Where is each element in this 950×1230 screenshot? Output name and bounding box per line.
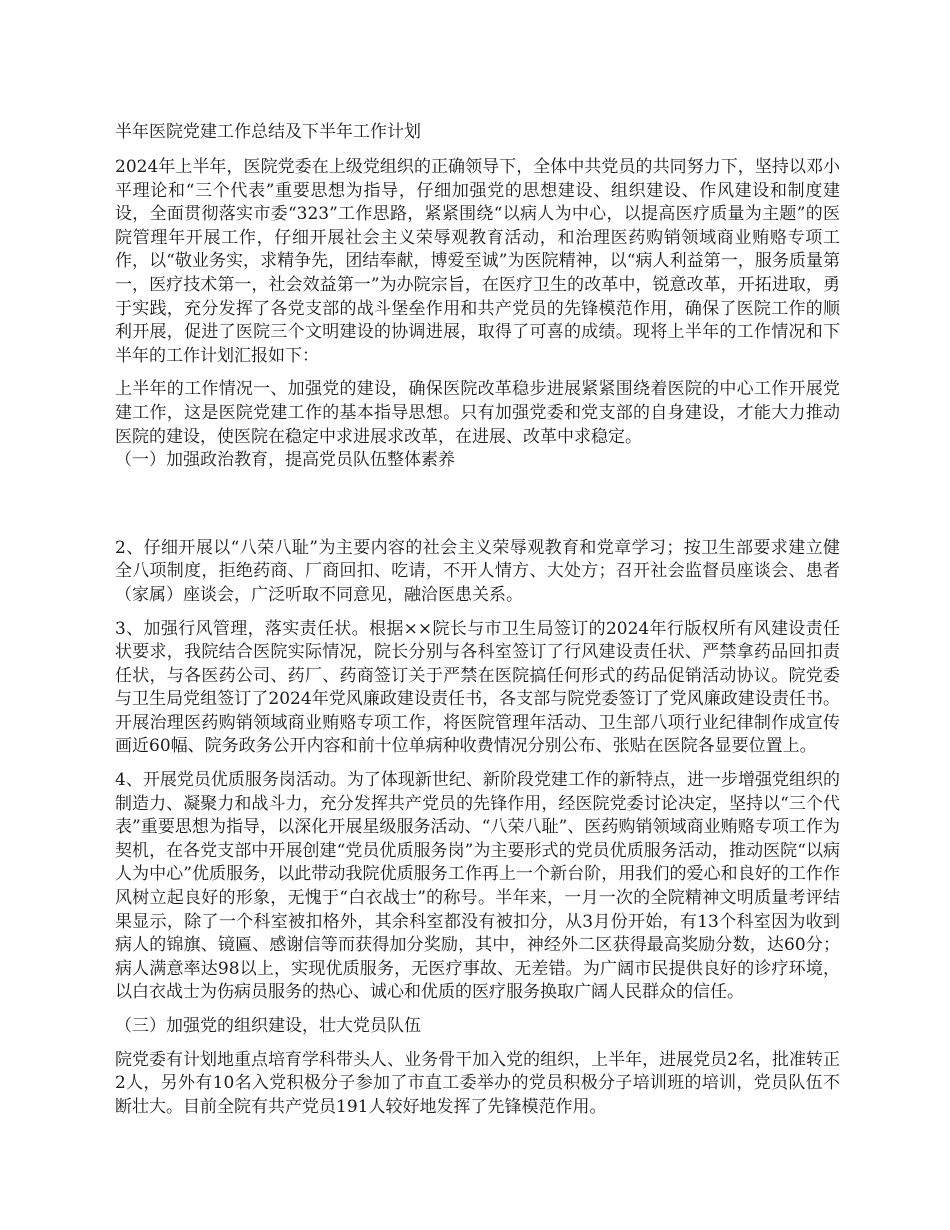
document-page xyxy=(115,118,840,1129)
paragraph-item-3: 3、加强行风管理，落实责任状。根据××院长与市卫生局签订的2024年行版权所有风建设责任状要求，我院结合医院实际情况，院长分别与各科室签订了行风建设责任状、严禁拿药品回扣责任状，与各医药公司、药厂、药商签订关于严禁在医院搞任何形式的药品促销活动协议。院党委与卫生局党组签订了2024年党风廉政建设责任书，各支部与院党委签订了党风廉政建设责任书。开展治理医药购销领域商业贿赂专项工作，将医院管理年活动、卫生部八项行业纪律制作成宣传画近60幅、院务政务公开内容和前十位单病种收费情况分别公布、张贴在医院各显要位置上。 xyxy=(115,618,840,757)
paragraph-item-4: 4、开展党员优质服务岗活动。为了体现新世纪、新阶段党建工作的新特点，进一步增强党组织的制造力、凝聚力和战斗力，充分发挥共产党员的先锋作用，经医院党委讨论决定，坚持以“三个代表”重要思想为指导，以深化开展星级服务活动、“八荣八耻”、医药购销领域商业贿赂专项工作为契机，在各党支部中开展创建“党员优质服务岗”为主要形式的党员优质服务活动，推动医院“以病人为中心”优质服务，以此带动我院优质服务工作再上一个新台阶，用我们的爱心和良好的工作作风树立起良好的形象，无愧于“白衣战士”的称号。半年来，一月一次的全院精神文明质量考评结果显示，除了一个科室被扣格外，其余科室都没有被扣分，从3月份开始，有13个科室因为收到病人的锦旗、镜匾、感谢信等而获得加分奖励，其中，神经外二区获得最高奖励分数，达60分；病人满意率达98以上，实现优质服务，无医疗事故、无差错。为广阔市民提供良好的诊疗环境，以白衣战士为伤病员服务的热心、诚心和优质的医疗服务换取广阔人民群众的信任。 xyxy=(115,770,840,1003)
blank-gap xyxy=(115,483,840,537)
document-title: 半年医院党建工作总结及下半年工作计划 xyxy=(115,122,421,142)
paragraph-party-members: 院党委有计划地重点培育学科带头人、业务骨干加入党的组织，上半年，进展党员2名，批准转正2人，另外有10名入党积极分子参加了市直工委举办的党员积极分子培训班的培训，党员队伍不断壮大。目前全院有共产党员191人较好地发挥了先锋模范作用。 xyxy=(115,1049,840,1117)
subheading-organization: （三）加强党的组织建设，壮大党员队伍 xyxy=(115,1016,421,1036)
paragraph-section-one: 上半年的工作情况一、加强党的建设，确保医院改革稳步进展紧紧围绕着医院的中心工作开展党建工作，这是医院党建工作的基本指导思想。只有加强党委和党支部的自身建设，才能大力推动医院的建设，使医院在稳定中求进展求改革，在进展、改革中求稳定。 xyxy=(115,379,840,447)
subheading-political-education: （一）加强政治教育，提高党员队伍整体素养 xyxy=(115,450,455,471)
paragraph-item-2: 2、仔细开展以“八荣八耻”为主要内容的社会主义荣辱观教育和党章学习；按卫生部要求建立健全八项制度，拒绝药商、厂商回扣、吃请，不开人情方、大处方；召开社会监督员座谈会、患者（家属）座谈会，广泛听取不同意见，融洽医患关系。 xyxy=(115,537,840,605)
paragraph-intro: 2024年上半年，医院党委在上级党组织的正确领导下，全体中共党员的共同努力下，坚持以邓小平理论和“三个代表”重要思想为指导，仔细加强党的思想建设、组织建设、作风建设和制度建设，全面贯彻落实市委“323”工作思路，紧紧围绕“以病人为中心，以提高医疗质量为主题”的医院管理年开展工作，仔细开展社会主义荣辱观教育活动，和治理医药购销领域商业贿赂专项工作，以“敬业务实，求精争先，团结奉献，博爱至诚”为医院精神，以“病人利益第一，服务质量第一，医疗技术第一，社会效益第一”为办院宗旨，在医疗卫生的改革中，锐意改革，开拓进取，勇于实践，充分发挥了各党支部的战斗堡垒作用和共产党员的先锋模范作用，确保了医院工作的顺利开展，促进了医院三个文明建设的协调进展，取得了可喜的成绩。现将上半年的工作情况和下半年的工作计划汇报如下： xyxy=(115,157,840,366)
